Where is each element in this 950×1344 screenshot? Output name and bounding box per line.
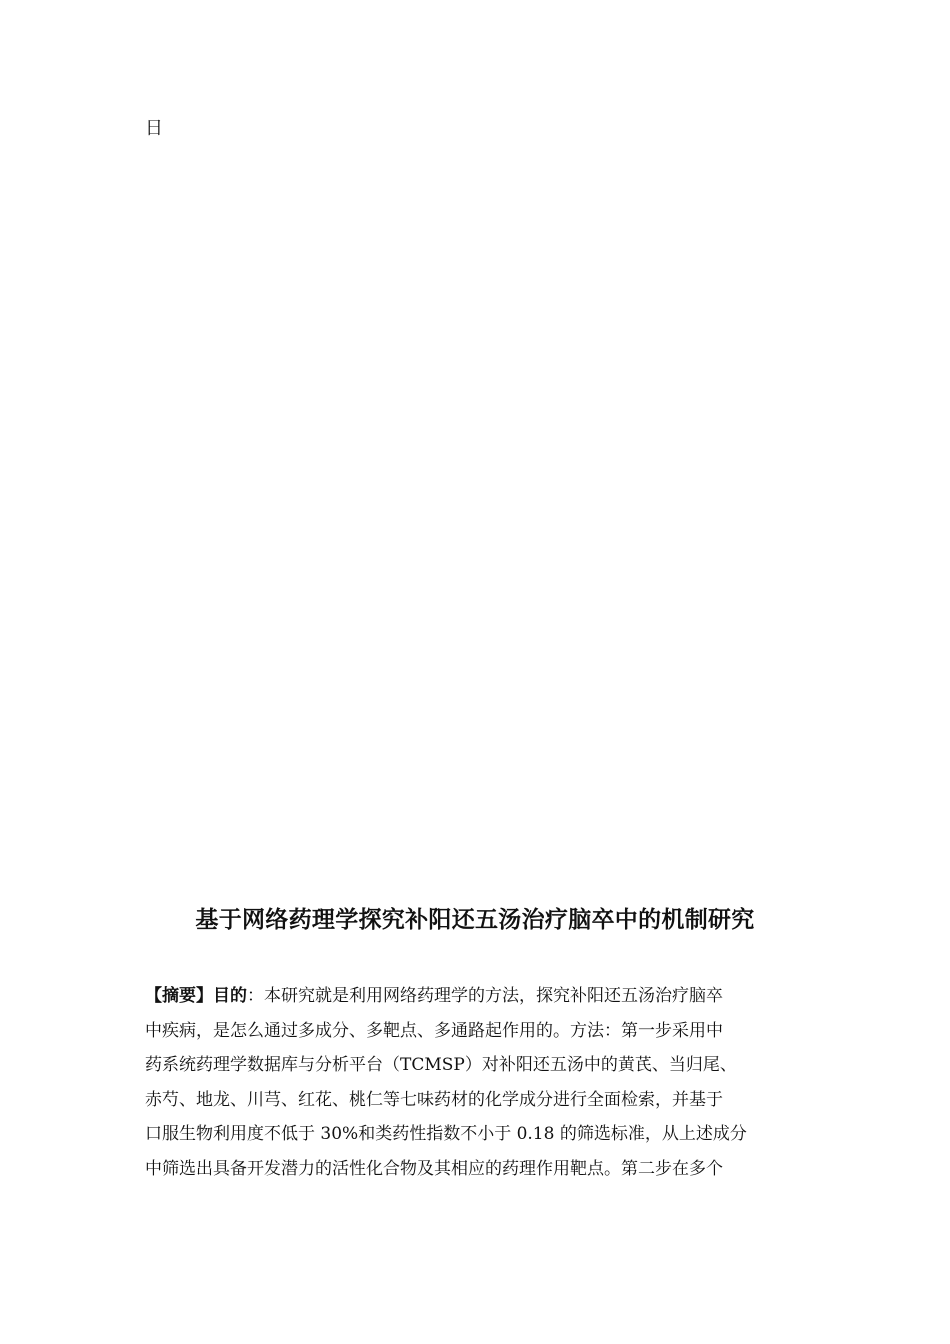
abstract-line-1-text: 本研究就是利用网络药理学的方法，探究补阳还五汤治疗脑卒 [264, 986, 723, 1006]
paper-title: 基于网络药理学探究补阳还五汤治疗脑卒中的机制研究 [195, 907, 755, 933]
abstract-line-5: 口服生物利用度不低于 30%和类药性指数不小于 0.18 的筛选标准，从上述成分 [145, 1124, 747, 1144]
abstract-paragraph [145, 979, 805, 1186]
abstract-line-4: 赤芍、地龙、川芎、红花、桃仁等七味药材的化学成分进行全面检索，并基于 [145, 1089, 723, 1110]
purpose-separator: ： [247, 986, 264, 1006]
abstract-line-2: 中疾病，是怎么通过多成分、多靶点、多通路起作用的。方法：第一步采用中 [145, 1020, 723, 1041]
abstract-line-1 [145, 979, 805, 1014]
abstract-label: 【摘要】 [145, 986, 213, 1006]
header-character: 日 [145, 118, 163, 139]
abstract-line-3: 药系统药理学数据库与分析平台（TCMSP）对补阳还五汤中的黄芪、当归尾、 [145, 1055, 737, 1075]
purpose-label: 目的 [213, 986, 247, 1006]
abstract-line-6: 中筛选出具备开发潜力的活性化合物及其相应的药理作用靶点。第二步在多个 [145, 1158, 723, 1179]
